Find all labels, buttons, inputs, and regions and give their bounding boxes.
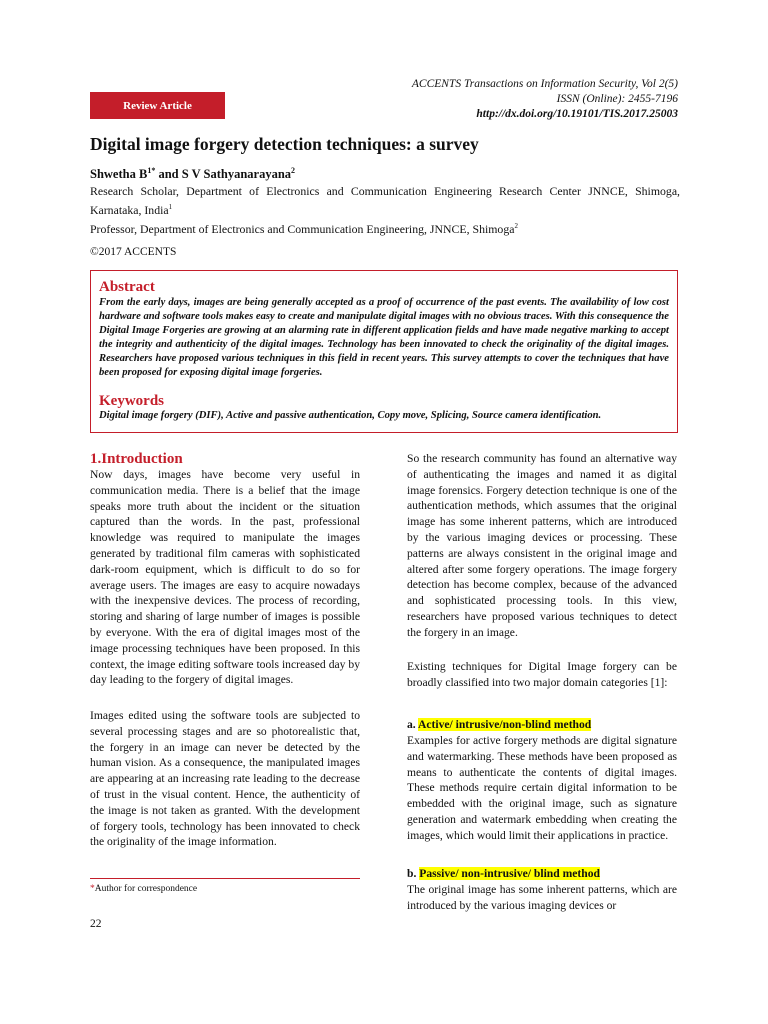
author-1-sup: 1* [147, 166, 156, 175]
right-paragraph-2 [407, 659, 677, 691]
footnote [90, 884, 197, 894]
intro-paragraph-1 [90, 467, 360, 688]
authors [90, 166, 295, 182]
keywords-text: Digital image forgery (DIF), Active and passive authentication, Copy move, Splicing, Source camera identification. [99, 410, 602, 421]
abstract-text: From the early days, images are being generally accepted as a proof of occurrence of the past events. The availability of low cost hardware and software tools makes easy to create and manipulate digital images with no obvious traces. With this consequence the Digital Image Forgeries are growing at an alarming rate in different application fields and have made negative marking to accept the integrity and authenticity of the digital images. Technology has been innovated to check the originality of the digital images. Researchers have proposed various techniques in this field in recent years. This survey attempts to cover the techniques that have been proposed for exposing digital image forgeries. [99, 297, 669, 378]
subsection-a-heading [407, 717, 677, 733]
author-1: Shwetha B [90, 167, 148, 182]
footnote-text: Author for correspondence [94, 884, 198, 894]
footnote-divider [90, 878, 360, 879]
journal-doi[interactable]: http://dx.doi.org/10.19101/TIS.2017.25003 [476, 108, 678, 120]
affiliations [90, 183, 680, 237]
subsection-b-heading [407, 866, 677, 882]
author-and: and [155, 167, 182, 182]
author-2: S V Sathyanarayana [181, 167, 292, 182]
journal-issn: ISSN (Online): 2455-7196 [556, 93, 678, 105]
subsection-b-title: Passive/ non-intrusive/ blind method [419, 867, 600, 880]
affiliation-2-sup: 2 [514, 221, 518, 230]
affiliation-2 [90, 218, 680, 237]
subsection-a-prefix: a. [407, 718, 418, 731]
right-paragraph-2-text: Existing techniques for Digital Image forgery can be broadly classified into two major domain categories [1]: [407, 660, 677, 689]
copyright: ©2017 ACCENTS [90, 246, 177, 258]
intro-paragraph-2-text: Images edited using the software tools are subjected to several processing stages and are so photorealistic that, the forgery in an image can never be detected by the human vision. As a consequence, the manipulated images are appearing at an increasing rate leading to the decrease of trust in the visual content. Hence, the authenticity of the image is not taken as granted. With the development of forgery tools, technology has been innovated to check the originality of the image information. [90, 709, 360, 849]
author-2-sup: 2 [291, 166, 296, 175]
affiliation-1 [90, 183, 680, 218]
subsection-b-prefix: b. [407, 867, 420, 880]
page-number: 22 [90, 918, 102, 930]
abstract-heading: Abstract [99, 279, 155, 295]
subsection-a-text [407, 733, 677, 844]
right-paragraph-1 [407, 451, 677, 641]
keywords-heading: Keywords [99, 393, 164, 409]
affiliation-1-text: Research Scholar, Department of Electronics and Communication Engineering Research Center JNNCE, Shimoga, Karnataka, India [90, 184, 680, 217]
subsection-a-title: Active/ intrusive/non-blind method [417, 718, 592, 731]
intro-paragraph-1-text: Now days, images have become very useful in communication media. There is a belief that the image speaks more truth about the incident or the situation captured than the words. In the past, professional knowledge was required to manipulate the images generated by traditional film cameras with sophisticated dark-room equipment, which is difficult to do so for average users. The images are easy to acquire nowadays with the inexpensive devices. The process of recording, storing and sharing of large number of images is possible by everyone. With the era of digital images most of the image processing techniques have been proposed. In this context, the image editing software tools increased day by day leading to the forgery of digital images. [90, 468, 360, 687]
paper-title: Digital image forgery detection techniques: a survey [90, 134, 479, 154]
journal-header [412, 77, 678, 122]
footnote-star: * [90, 884, 95, 894]
subsection-a-paragraph: Examples for active forgery methods are digital signature and watermarking. These methods have been proposed as means to authenticate the contents of digital images. These methods require certain digital information to be embedded with the original image, such as signature generation and watermark embedding when creating the images, which would limit their applications in practice. [407, 734, 677, 842]
subsection-b-paragraph: The original image has some inherent patterns, which are introduced by the various imaging devices or [407, 883, 677, 912]
right-paragraph-1-text: So the research community has found an alternative way of authenticating the images and named it as digital image forensics. Forgery detection technique is one of the authentication methods, which assumes that the original image has some inherent patterns, which are introduced by the various imaging devices or processing. These patterns are always consistent in the original image and altered after some forgery operations. The image forgery detection has become complex, because of the advanced and sophisticated processing tools. In this view, researchers have proposed various techniques to detect the forgery in an image. [407, 452, 677, 639]
journal-name: ACCENTS Transactions on Information Security, Vol 2(5) [411, 78, 678, 90]
subsection-b-text [407, 882, 677, 914]
intro-paragraph-2 [90, 708, 360, 850]
affiliation-2-text: Professor, Department of Electronics and Communication Engineering, JNNCE, Shimoga [90, 221, 515, 236]
affiliation-1-sup: 1 [168, 203, 173, 211]
review-article-badge: Review Article [90, 92, 225, 119]
introduction-heading: 1.Introduction [90, 451, 183, 467]
